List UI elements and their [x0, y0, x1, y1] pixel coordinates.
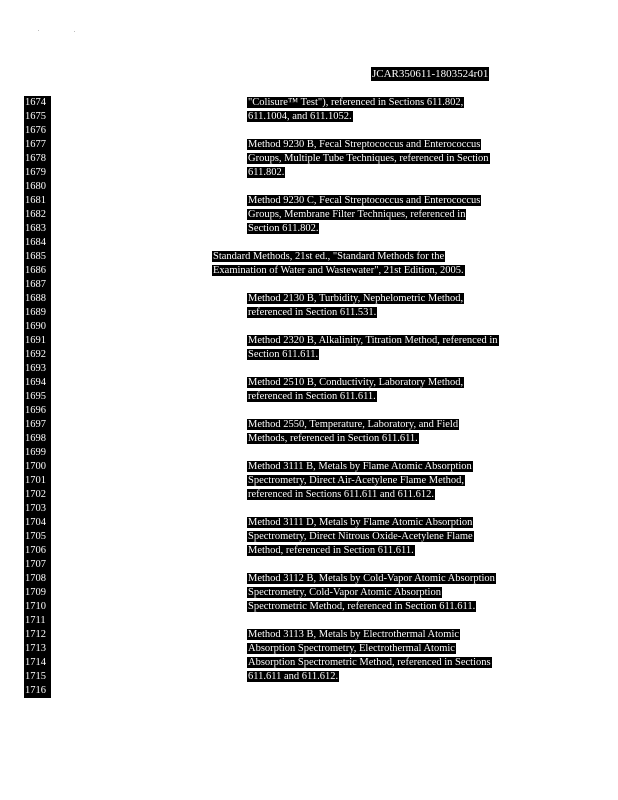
line-number: 1707	[24, 558, 51, 572]
scan-specks	[38, 30, 78, 34]
text-line: Method 3111 B, Metals by Flame Atomic Absorption	[248, 461, 472, 472]
paragraph-method-3111b	[247, 460, 473, 502]
line-number: 1706	[24, 544, 51, 558]
line-number: 1692	[24, 348, 51, 362]
line-number: 1696	[24, 404, 51, 418]
line-number: 1700	[24, 460, 51, 474]
line-number: 1689	[24, 306, 51, 320]
line-number: 1704	[24, 516, 51, 530]
text-line: 611.1004, and 611.1052.	[248, 111, 352, 122]
line-number: 1698	[24, 432, 51, 446]
text-line: Spectrometry, Direct Nitrous Oxide-Acetylene Flame	[248, 531, 473, 542]
line-number: 1712	[24, 628, 51, 642]
line-number: 1701	[24, 474, 51, 488]
line-number: 1677	[24, 138, 51, 152]
text-line: 611.611 and 611.612.	[248, 671, 339, 682]
line-number: 1675	[24, 110, 51, 124]
text-line: Method 3113 B, Metals by Electrothermal Atomic	[248, 629, 460, 640]
text-line: Spectrometric Method, referenced in Section 611.611.	[248, 601, 476, 612]
text-line: "Colisure™ Test"), referenced in Sections 611.802,	[248, 97, 464, 108]
line-number: 1680	[24, 180, 51, 194]
line-number: 1679	[24, 166, 51, 180]
paragraph-method-2320b	[247, 334, 499, 362]
line-number: 1684	[24, 236, 51, 250]
text-line: 611.802.	[248, 167, 285, 178]
paragraph-method-9230b	[247, 138, 490, 180]
line-number: 1685	[24, 250, 51, 264]
line-number: 1688	[24, 292, 51, 306]
text-line: Method 3112 B, Metals by Cold-Vapor Atomic Absorption	[248, 573, 495, 584]
line-number: 1708	[24, 572, 51, 586]
text-line: referenced in Section 611.611.	[248, 391, 376, 402]
text-line: Method 2550, Temperature, Laboratory, and Field	[248, 419, 459, 430]
text-line: Method 2320 B, Alkalinity, Titration Method, referenced in	[248, 335, 498, 346]
line-number: 1703	[24, 502, 51, 516]
text-line: Method 9230 C, Fecal Streptococcus and Enterococcus	[248, 195, 481, 206]
line-number: 1683	[24, 222, 51, 236]
line-number: 1713	[24, 642, 51, 656]
line-number: 1674	[24, 96, 51, 110]
line-number: 1711	[24, 614, 51, 628]
paragraph-method-3112b	[247, 572, 496, 614]
paragraph-method-2550	[247, 418, 459, 446]
text-line: Method 2130 B, Turbidity, Nephelometric Method,	[248, 293, 464, 304]
line-number: 1691	[24, 334, 51, 348]
line-number: 1676	[24, 124, 51, 138]
line-number: 1687	[24, 278, 51, 292]
paragraph-colisure	[247, 96, 464, 124]
text-line: Absorption Spectrometry, Electrothermal Atomic	[248, 643, 455, 654]
text-line: Method 9230 B, Fecal Streptococcus and Enterococcus	[248, 139, 481, 150]
paragraph-method-3111d	[247, 516, 474, 558]
text-line: referenced in Sections 611.611 and 611.612.	[248, 489, 435, 500]
text-line: Method, referenced in Section 611.611.	[248, 545, 414, 556]
text-line: Examination of Water and Wastewater", 21st Edition, 2005.	[213, 265, 464, 276]
line-number: 1690	[24, 320, 51, 334]
paragraph-method-2510b	[247, 376, 464, 404]
text-line: Groups, Membrane Filter Techniques, referenced in	[248, 209, 466, 220]
paragraph-method-2130b	[247, 292, 464, 320]
line-number: 1686	[24, 264, 51, 278]
text-line: Groups, Multiple Tube Techniques, referenced in Section	[248, 153, 489, 164]
paragraph-method-3113b	[247, 628, 492, 684]
line-number: 1695	[24, 390, 51, 404]
paragraph-standard-methods	[212, 250, 465, 278]
line-number: 1709	[24, 586, 51, 600]
line-number-column	[24, 96, 51, 698]
text-line: Spectrometry, Direct Air-Acetylene Flame Method,	[248, 475, 465, 486]
line-number: 1682	[24, 208, 51, 222]
line-number: 1715	[24, 670, 51, 684]
text-line: Absorption Spectrometric Method, referenced in Sections	[248, 657, 491, 668]
line-number: 1699	[24, 446, 51, 460]
text-line: Standard Methods, 21st ed., "Standard Methods for the	[213, 251, 445, 262]
text-line: Method 3111 D, Metals by Flame Atomic Absorption	[248, 517, 473, 528]
line-number: 1710	[24, 600, 51, 614]
text-line: Section 611.611.	[248, 349, 319, 360]
paragraph-method-9230c	[247, 194, 481, 236]
document-id: JCAR350611-1803524r01	[372, 68, 489, 80]
line-number: 1693	[24, 362, 51, 376]
line-number: 1714	[24, 656, 51, 670]
text-line: Methods, referenced in Section 611.611.	[248, 433, 418, 444]
line-number: 1716	[24, 684, 51, 698]
line-number: 1694	[24, 376, 51, 390]
text-line: referenced in Section 611.531.	[248, 307, 377, 318]
line-number: 1678	[24, 152, 51, 166]
text-line: Section 611.802.	[248, 223, 319, 234]
line-number: 1705	[24, 530, 51, 544]
line-number: 1697	[24, 418, 51, 432]
text-line: Method 2510 B, Conductivity, Laboratory Method,	[248, 377, 464, 388]
line-number: 1702	[24, 488, 51, 502]
line-number: 1681	[24, 194, 51, 208]
text-line: Spectrometry, Cold-Vapor Atomic Absorption	[248, 587, 441, 598]
